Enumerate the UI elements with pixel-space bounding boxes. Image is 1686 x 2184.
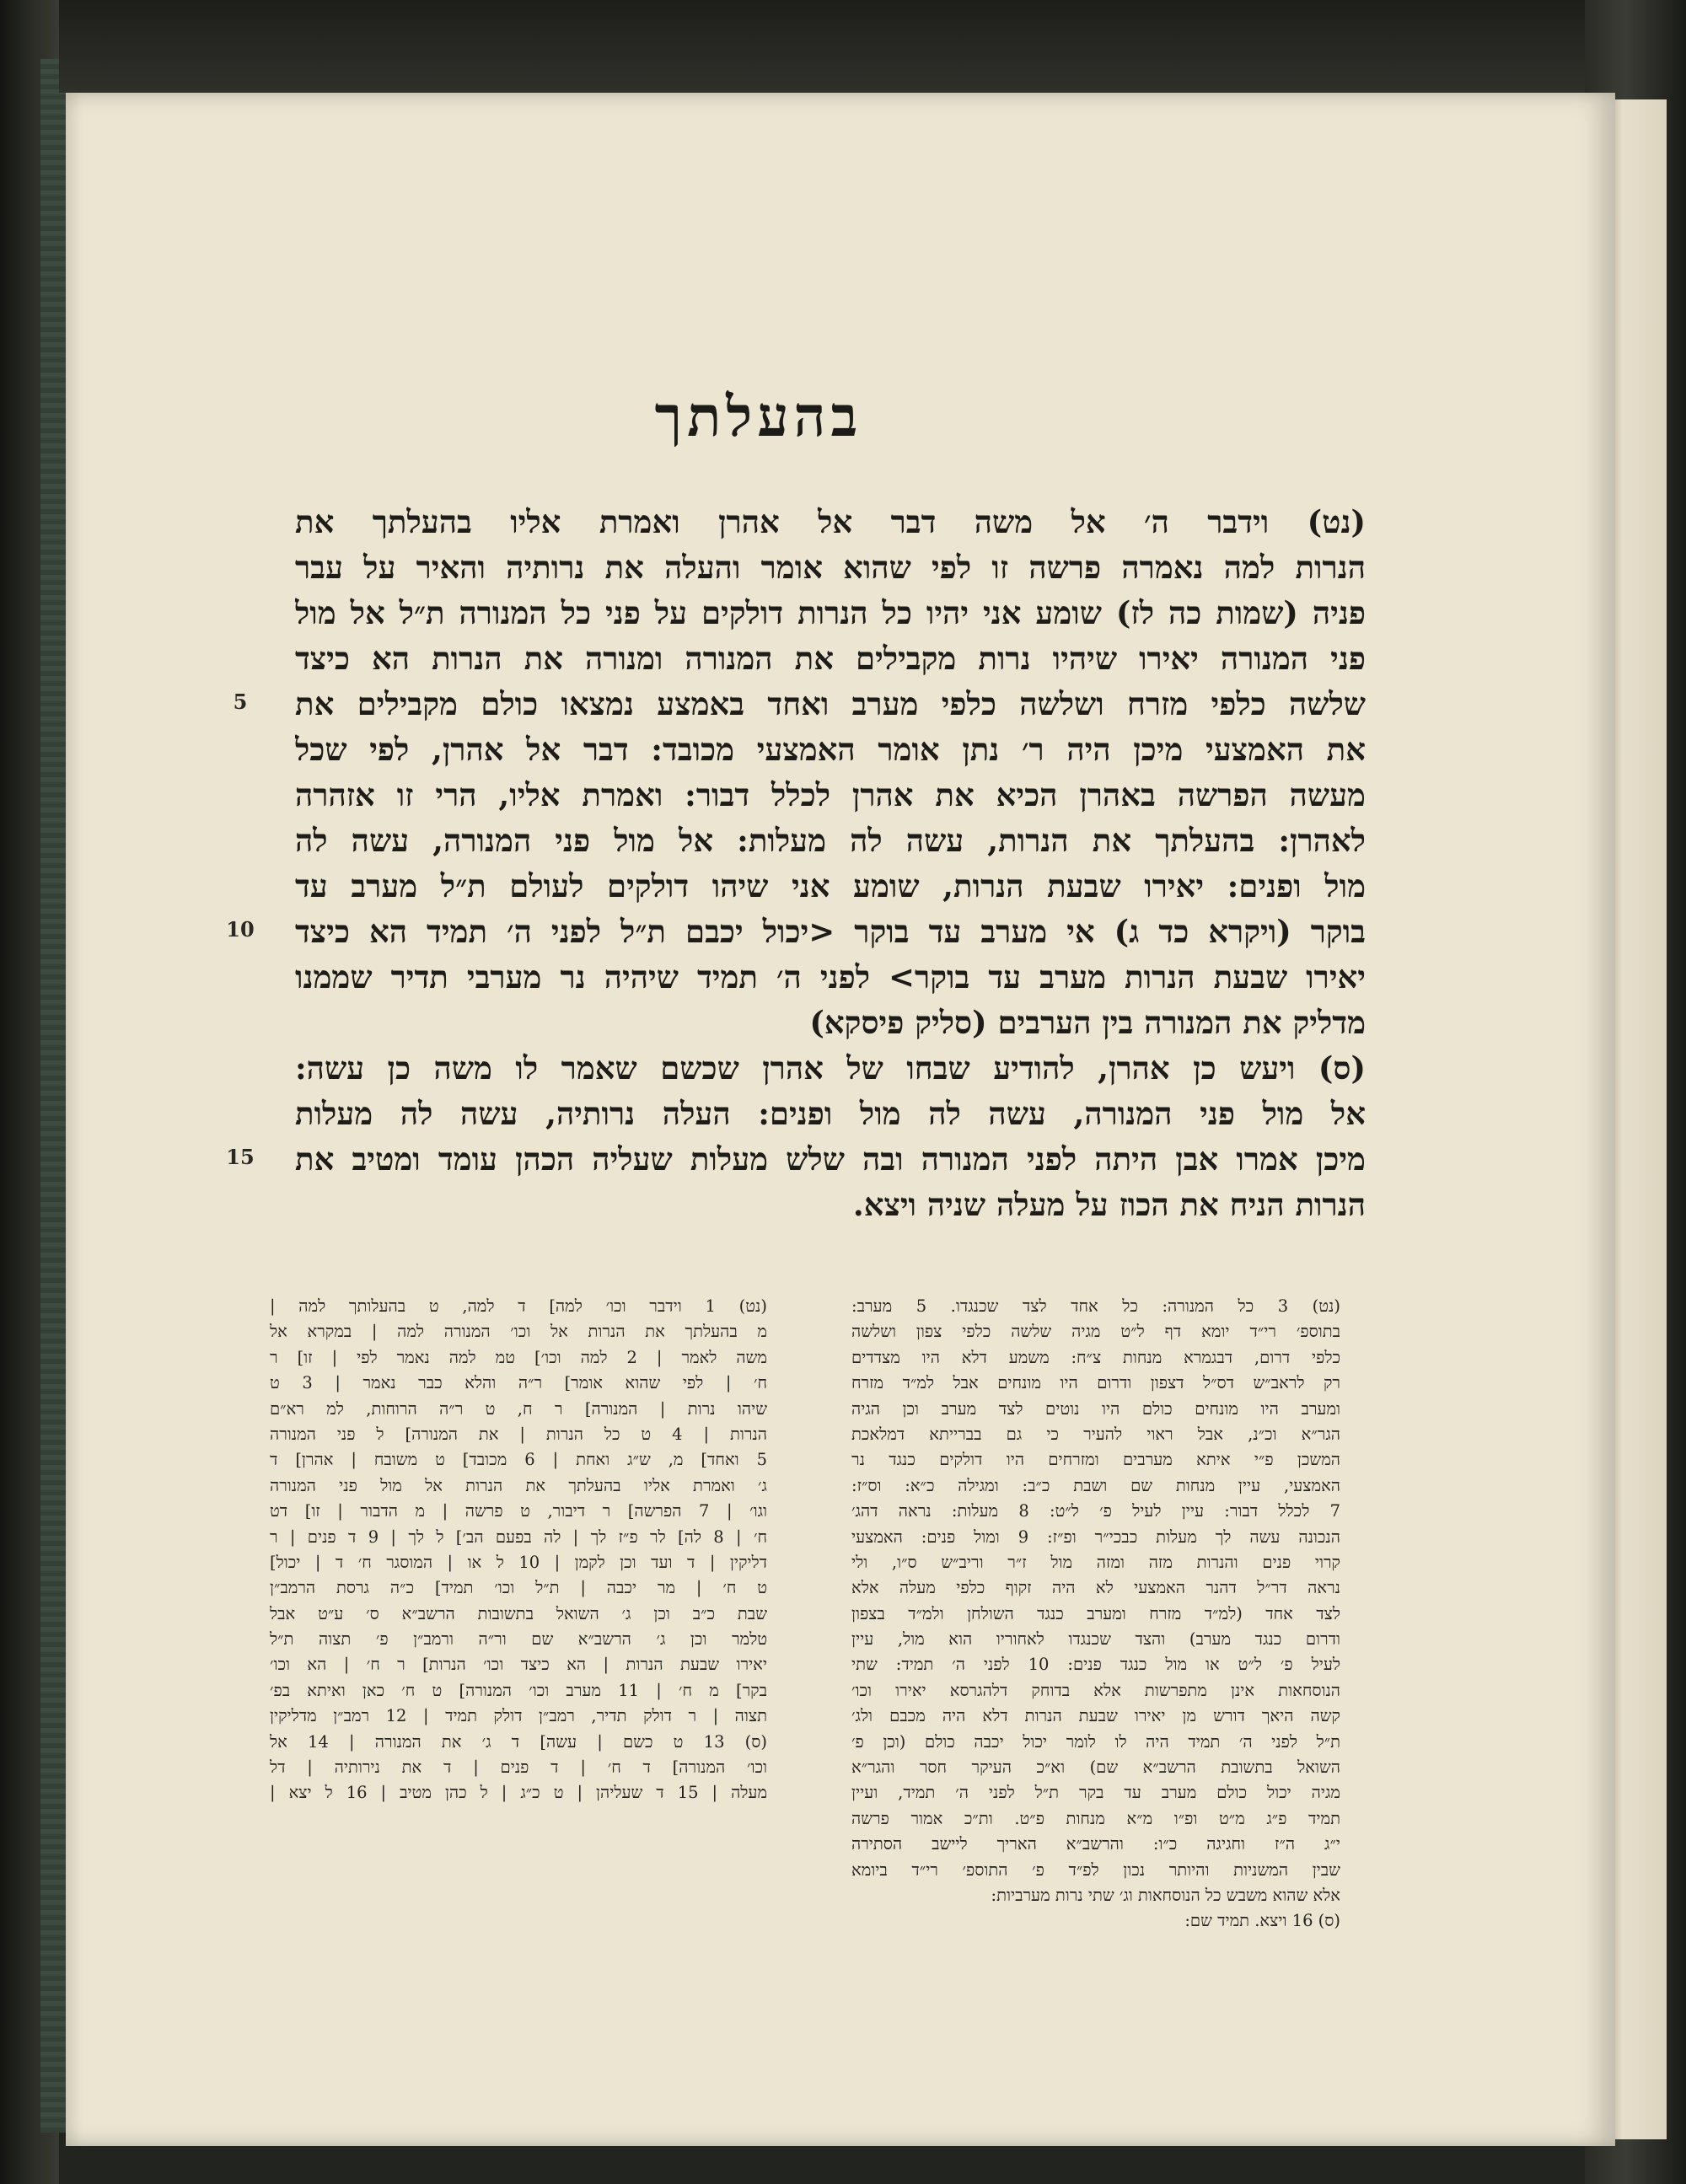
note-line: יאירו שבעת הנרות | הא כיצד וכו׳ הנרות] ר ח׳ | הא וכו׳ bbox=[270, 1655, 767, 1675]
note-line: וגו׳ | 7 הפרשה] ר דיבור, ט פרשה | מ הדבור | זו] דט bbox=[270, 1501, 767, 1521]
note-line: מגיה יכול כולם מערב עד בקר ת״ל לפני ה׳ תמיד, ועיין bbox=[851, 1783, 1340, 1803]
line-number-15: 15 bbox=[226, 1145, 255, 1169]
text-line: את האמצעי מיכן היה ר׳ נתן אומר האמצעי מכובד: דבר אל אהרן, לפי שכל bbox=[295, 731, 1366, 768]
text-line: לאהרן: בהעלתך את הנרות, עשה לה מעלות: אל מול פני המנורה, עשה לה bbox=[295, 822, 1366, 859]
note-line: רק לראב״ש דס״ל דצפון ודרום היו מונחים אבל למ״ד מזרח bbox=[851, 1373, 1340, 1393]
note-line: 7 לכלל דבור: עיין לעיל פ׳ ל״ט: 8 מעלות: נראה דהג׳ bbox=[851, 1501, 1340, 1521]
note-line: י״ג ה״ז וחגיגה כ״ו: והרשב״א האריך ליישב הסתירה bbox=[851, 1834, 1340, 1854]
note-line: (נט) 3 כל המנורה: כל אחד לצד שכנגדו. 5 מערב: bbox=[851, 1296, 1340, 1316]
text-line: בוקר (ויקרא כד ג) אי מערב עד בוקר <יכול יכבם ת״ל לפני ה׳ תמיד הא כיצד bbox=[295, 913, 1366, 950]
note-line: ת״ל לפני ה׳ תמיד היה לו לומר יכול יכבה כולם (וכן פ׳ bbox=[851, 1731, 1340, 1752]
note-line: ח׳ | לפי שהוא אומר] ר״ה והלא כבר נאמר | 3 ט bbox=[270, 1373, 767, 1393]
note-line: ג׳ ואמרת אליו בהעלתך את הנרות אל מול פני המנורה bbox=[270, 1475, 767, 1495]
note-line: נראה דר״ל דהנר האמצעי לא היה זקוף כלפי מעלה אלא bbox=[851, 1578, 1340, 1598]
text-line: פניה (שמות כה לז) שומע אני יהיו כל הנרות דולקים על פני כל המנורה ת״ל אל מול bbox=[295, 594, 1366, 631]
note-line: הנרות | 4 ט כל הנרות | את המנורה] ל פני המנורה bbox=[270, 1424, 767, 1444]
note-line: אלא שהוא משבש כל הנוסחאות וג׳ שתי נרות מערביות: bbox=[991, 1885, 1340, 1905]
note-line: קשה היאך דורש מן יאירו שבעת הנרות דלא היה מכבם ולג׳ bbox=[851, 1706, 1340, 1726]
note-line: הנוסחאות אינן מתפרשות אלא בדוחק דלהגרסא יאירו וכו׳ bbox=[851, 1680, 1340, 1700]
note-line: בתוספ׳ רי״ד יומא דף ל״ט מגיה שלשה כלפי צפון ושלשה bbox=[851, 1322, 1340, 1342]
book-cover-edge bbox=[40, 59, 67, 2133]
note-line: לצד אחד (למ״ד מזרח ומערב כנגד השולחן ולמ״ד בצפון bbox=[851, 1603, 1340, 1623]
text-line: שלשה כלפי מזרח ושלשה כלפי מערב ואחד באמצע נמצאו כולם מקבילים את bbox=[295, 685, 1366, 722]
text-line: יאירו שבעת הנרות מערב עד בוקר> לפני ה׳ תמיד שיהיה נר מערבי תדיר שממנו bbox=[295, 958, 1366, 995]
note-line: מעלה | 15 ד שעליהן | ט כ״ג | ל כהן מטיב | 16 ל יצא | bbox=[270, 1783, 767, 1803]
note-line: בקר] מ ח׳ | 11 מערב וכו׳ המנורה] ט ח׳ כאן ואיתא בפ׳ bbox=[270, 1680, 767, 1700]
text-line: (נט) וידבר ה׳ אל משה דבר אל אהרן ואמרת אליו בהעלתך את bbox=[295, 503, 1366, 540]
footnotes-commentary bbox=[851, 1294, 1340, 1934]
note-line: טלמר וכן ג׳ הרשב״א שם ור״ה ורמב״ן פ׳ תצוה ת״ל bbox=[270, 1629, 767, 1650]
note-line: מ בהעלתך את הנרות אל וכו׳ המנורה למה | במקרא אל bbox=[270, 1322, 767, 1342]
note-line: (ס) 16 ויצא. תמיד שם: bbox=[1184, 1911, 1340, 1931]
note-line: השואל בתשובת הרשב״א שם) וא״כ העיקר חסר והגר״א bbox=[851, 1757, 1340, 1778]
note-line: שיהו נרות | המנורה] ר ח, ט ר״ה הרוחות, למ רא״ם bbox=[270, 1398, 767, 1419]
note-line: הגר״א וכ״נ, אבל ראוי להעיר כי גם בברייתא דמלאכת bbox=[851, 1424, 1340, 1444]
note-line: ודרום כנגד מערב) והצד שכנגדו לאחוריו הוא מול, עיין bbox=[851, 1629, 1340, 1650]
note-line: וכו׳ המנורה] ד ח׳ | ד פנים | ד את נירותיה | דל bbox=[270, 1757, 767, 1778]
note-line: (נט) 1 וידבר וכו׳ למה] ד למה, ט בהעלותך למה | bbox=[270, 1296, 767, 1316]
note-line: 5 ואחד] מ, ש״ג ואחת | 6 מכובד] ט משובח | אהרן] ד bbox=[270, 1450, 767, 1470]
main-text-block bbox=[295, 499, 1366, 1227]
note-line: האמצעי, עיין מנחות שם ושבת כ״ב: ומגילה כ״א: וס״ז: bbox=[851, 1475, 1340, 1495]
note-line: קרוי פנים והנרות מזה ומזה מול ז״ר וריב״ש ס״ו, ולי bbox=[851, 1552, 1340, 1572]
note-line: תצוה | ר דולק תדיר, רמב״ן דולק תמיד | 12 רמב״ן מדליקין bbox=[270, 1706, 767, 1726]
note-line: המשכן פ״י איתא מערבים ומזרחים היו דולקים כנגד נר bbox=[851, 1450, 1340, 1470]
page-title: בהעלתך bbox=[654, 384, 863, 449]
text-line: מדליק את המנורה בין הערבים (סליק פיסקא) bbox=[809, 1004, 1366, 1041]
text-line: (ס) ויעש כן אהרן, להודיע שבחו של אהרן שכשם שאמר לו משה כן עשה: bbox=[295, 1049, 1366, 1087]
footnotes-variant-readings bbox=[270, 1294, 767, 1806]
text-line: מעשה הפרשה באהרן הכיא את אהרן לכלל דבור: ואמרת אליו, הרי זו אזהרה bbox=[295, 776, 1366, 813]
page-top-shadow bbox=[59, 0, 1686, 93]
note-line: שבת כ״ב וכן ג׳ השואל בתשובות הרשב״א ס׳ ע״ט אבל bbox=[270, 1603, 767, 1623]
note-line: דליקין | ד ועד וכן לקמן | 10 ל או | המוסגר ח׳ ד | יכול] bbox=[270, 1552, 767, 1572]
note-line: לעיל פ׳ ל״ט או מול כנגד פנים: 10 לפני ה׳ תמיד: שתי bbox=[851, 1655, 1340, 1675]
note-line: משה לאמר | 2 למה וכו׳] טמ למה נאמר לפי | זו] ר bbox=[270, 1347, 767, 1367]
line-number-10: 10 bbox=[226, 917, 255, 942]
text-line: אל מול פני המנורה, עשה לה מול ופנים: העלה נרותיה, עשה לה מעלות bbox=[295, 1095, 1366, 1132]
text-line: פני המנורה יאירו שיהיו נרות מקבילים את המנורה ומנורה את הנרות הא כיצד bbox=[295, 640, 1366, 677]
text-line: מיכן אמרו אבן היתה לפני המנורה ובה שלש מעלות שעליה הכהן עומד ומטיב את bbox=[295, 1140, 1366, 1178]
note-line: שבין המשניות והיותר נכון לפ״ד פ׳ התוספ׳ רי״ד ביומא bbox=[851, 1859, 1340, 1880]
text-line: הנרות למה נאמרה פרשה זו לפי שהוא אומר והעלה את נרותיה והאיר על עבר bbox=[295, 549, 1366, 586]
note-line: כלפי דרום, דבגמרא מנחות צ״ח: משמע דלא היו מצדדים bbox=[851, 1347, 1340, 1367]
line-number-5: 5 bbox=[233, 690, 248, 714]
text-line: מול ופנים: יאירו שבעת הנרות, שומע אני שיהו דולקים לעולם ת״ל מערב עד bbox=[295, 867, 1366, 904]
note-line: ט ח׳ | מר יכבה | ת״ל וכו׳ תמיד] כ״ה גרסת הרמב״ן bbox=[270, 1578, 767, 1598]
note-line: הנכונה עשה לך מעלות כבכי״ר ופ״ז: 9 ומול פנים: האמצעי bbox=[851, 1527, 1340, 1547]
note-line: ח׳ | 8 לה] לר פ״ז לך | לה בפעם הב׳] ל לך | 9 ד פנים | ר bbox=[270, 1527, 767, 1547]
note-line: תמיד פ״ג מ״ט ופ״ו מ״א מנחות פ״ט. ות״כ אמור פרשה bbox=[851, 1808, 1340, 1828]
note-line: (ס) 13 ט כשם | עשה] ד ג׳ את המנורה | 14 אל bbox=[270, 1731, 767, 1752]
text-line: הנרות הניח את הכוז על מעלה שניה ויצא. bbox=[852, 1186, 1366, 1223]
note-line: ומערב היו מונחים כולם היו נוטים לצד מערב וכן הגיה bbox=[851, 1398, 1340, 1419]
